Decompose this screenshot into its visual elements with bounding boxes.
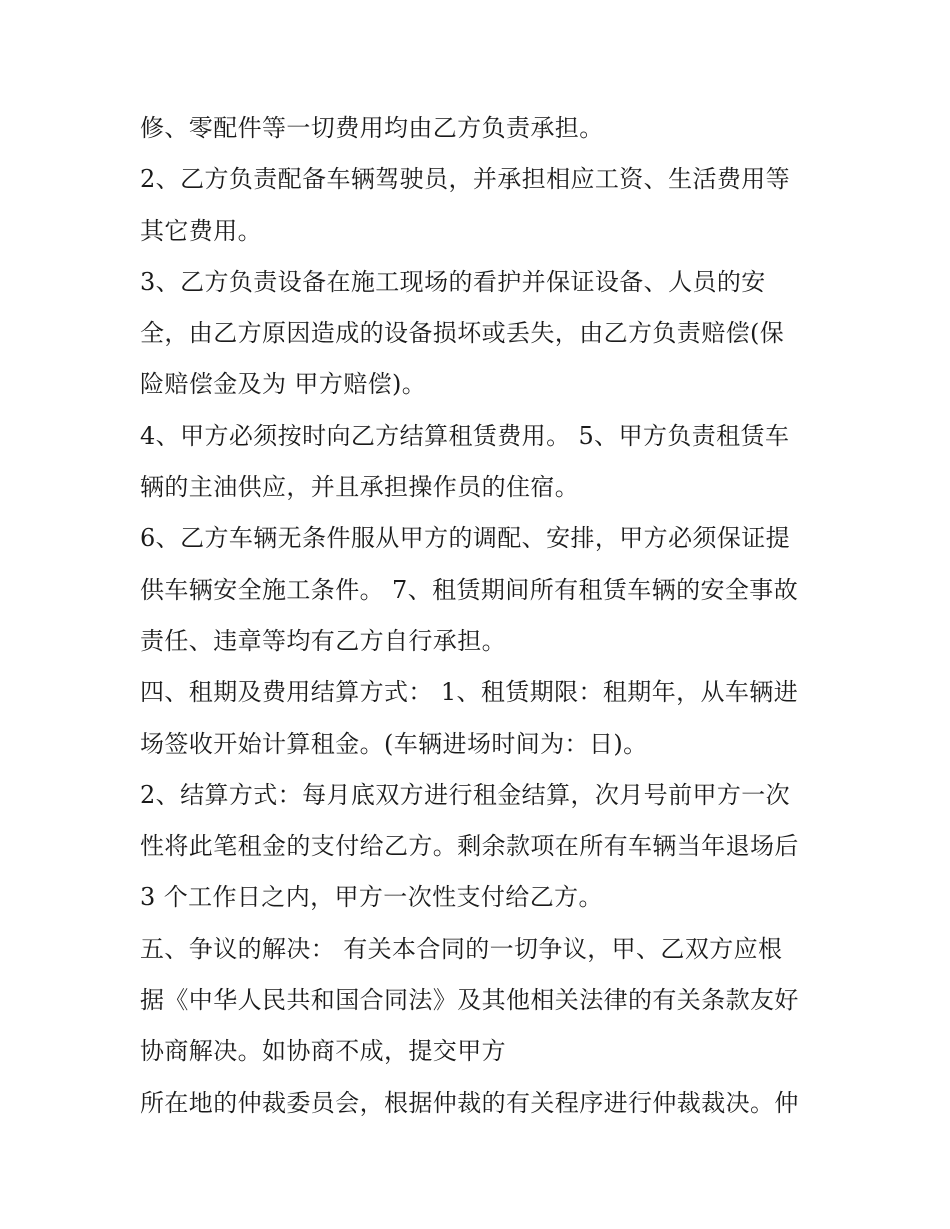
text-line: 4、甲方必须按时向乙方结算租赁费用。 5、甲方负责租赁车 [140, 421, 790, 450]
text-line: 性将此笔租金的支付给乙方。剩余款项在所有车辆当年退场后 [140, 832, 799, 861]
text-line: 场签收开始计算租金。(车辆进场时间为：日)。 [140, 729, 648, 758]
text-line: 供车辆安全施工条件。 7、租赁期间所有租赁车辆的安全事故 [140, 575, 799, 604]
text-line: 其它费用。 [140, 216, 262, 245]
contract-text [140, 103, 830, 1129]
text-line: 所在地的仲裁委员会，根据仲裁的有关程序进行仲裁裁决。仲 [140, 1088, 799, 1117]
text-line: 据《中华人民共和国合同法》及其他相关法律的有关条款友好 [140, 986, 799, 1015]
text-line: 四、租期及费用结算方式： 1、租赁期限：租期年，从车辆进 [140, 678, 799, 707]
text-line: 6、乙方车辆无条件服从甲方的调配、安排，甲方必须保证提 [140, 524, 791, 553]
text-line: 3 个工作日之内，甲方一次性支付给乙方。 [140, 883, 603, 912]
text-line: 五、争议的解决： 有关本合同的一切争议，甲、乙双方应根 [140, 934, 783, 963]
text-line: 全，由乙方原因造成的设备损坏或丢失，由乙方负责赔偿(保 [140, 319, 785, 348]
text-line: 2、乙方负责配备车辆驾驶员，并承担相应工资、生活费用等 [140, 165, 791, 194]
text-line: 3、乙方负责设备在施工现场的看护并保证设备、人员的安 [140, 267, 766, 296]
text-line: 协商解决。如协商不成，提交甲方 [140, 1037, 506, 1066]
text-line: 辆的主油供应，并且承担操作员的住宿。 [140, 473, 580, 502]
text-line: 修、零配件等一切费用均由乙方负责承担。 [140, 114, 604, 142]
text-line: 责任、违章等均有乙方自行承担。 [140, 626, 506, 655]
text-line: 险赔偿金及为 甲方赔偿)。 [140, 370, 427, 399]
text-line: 2、结算方式：每月底双方进行租金结算，次月号前甲方一次 [140, 780, 791, 809]
